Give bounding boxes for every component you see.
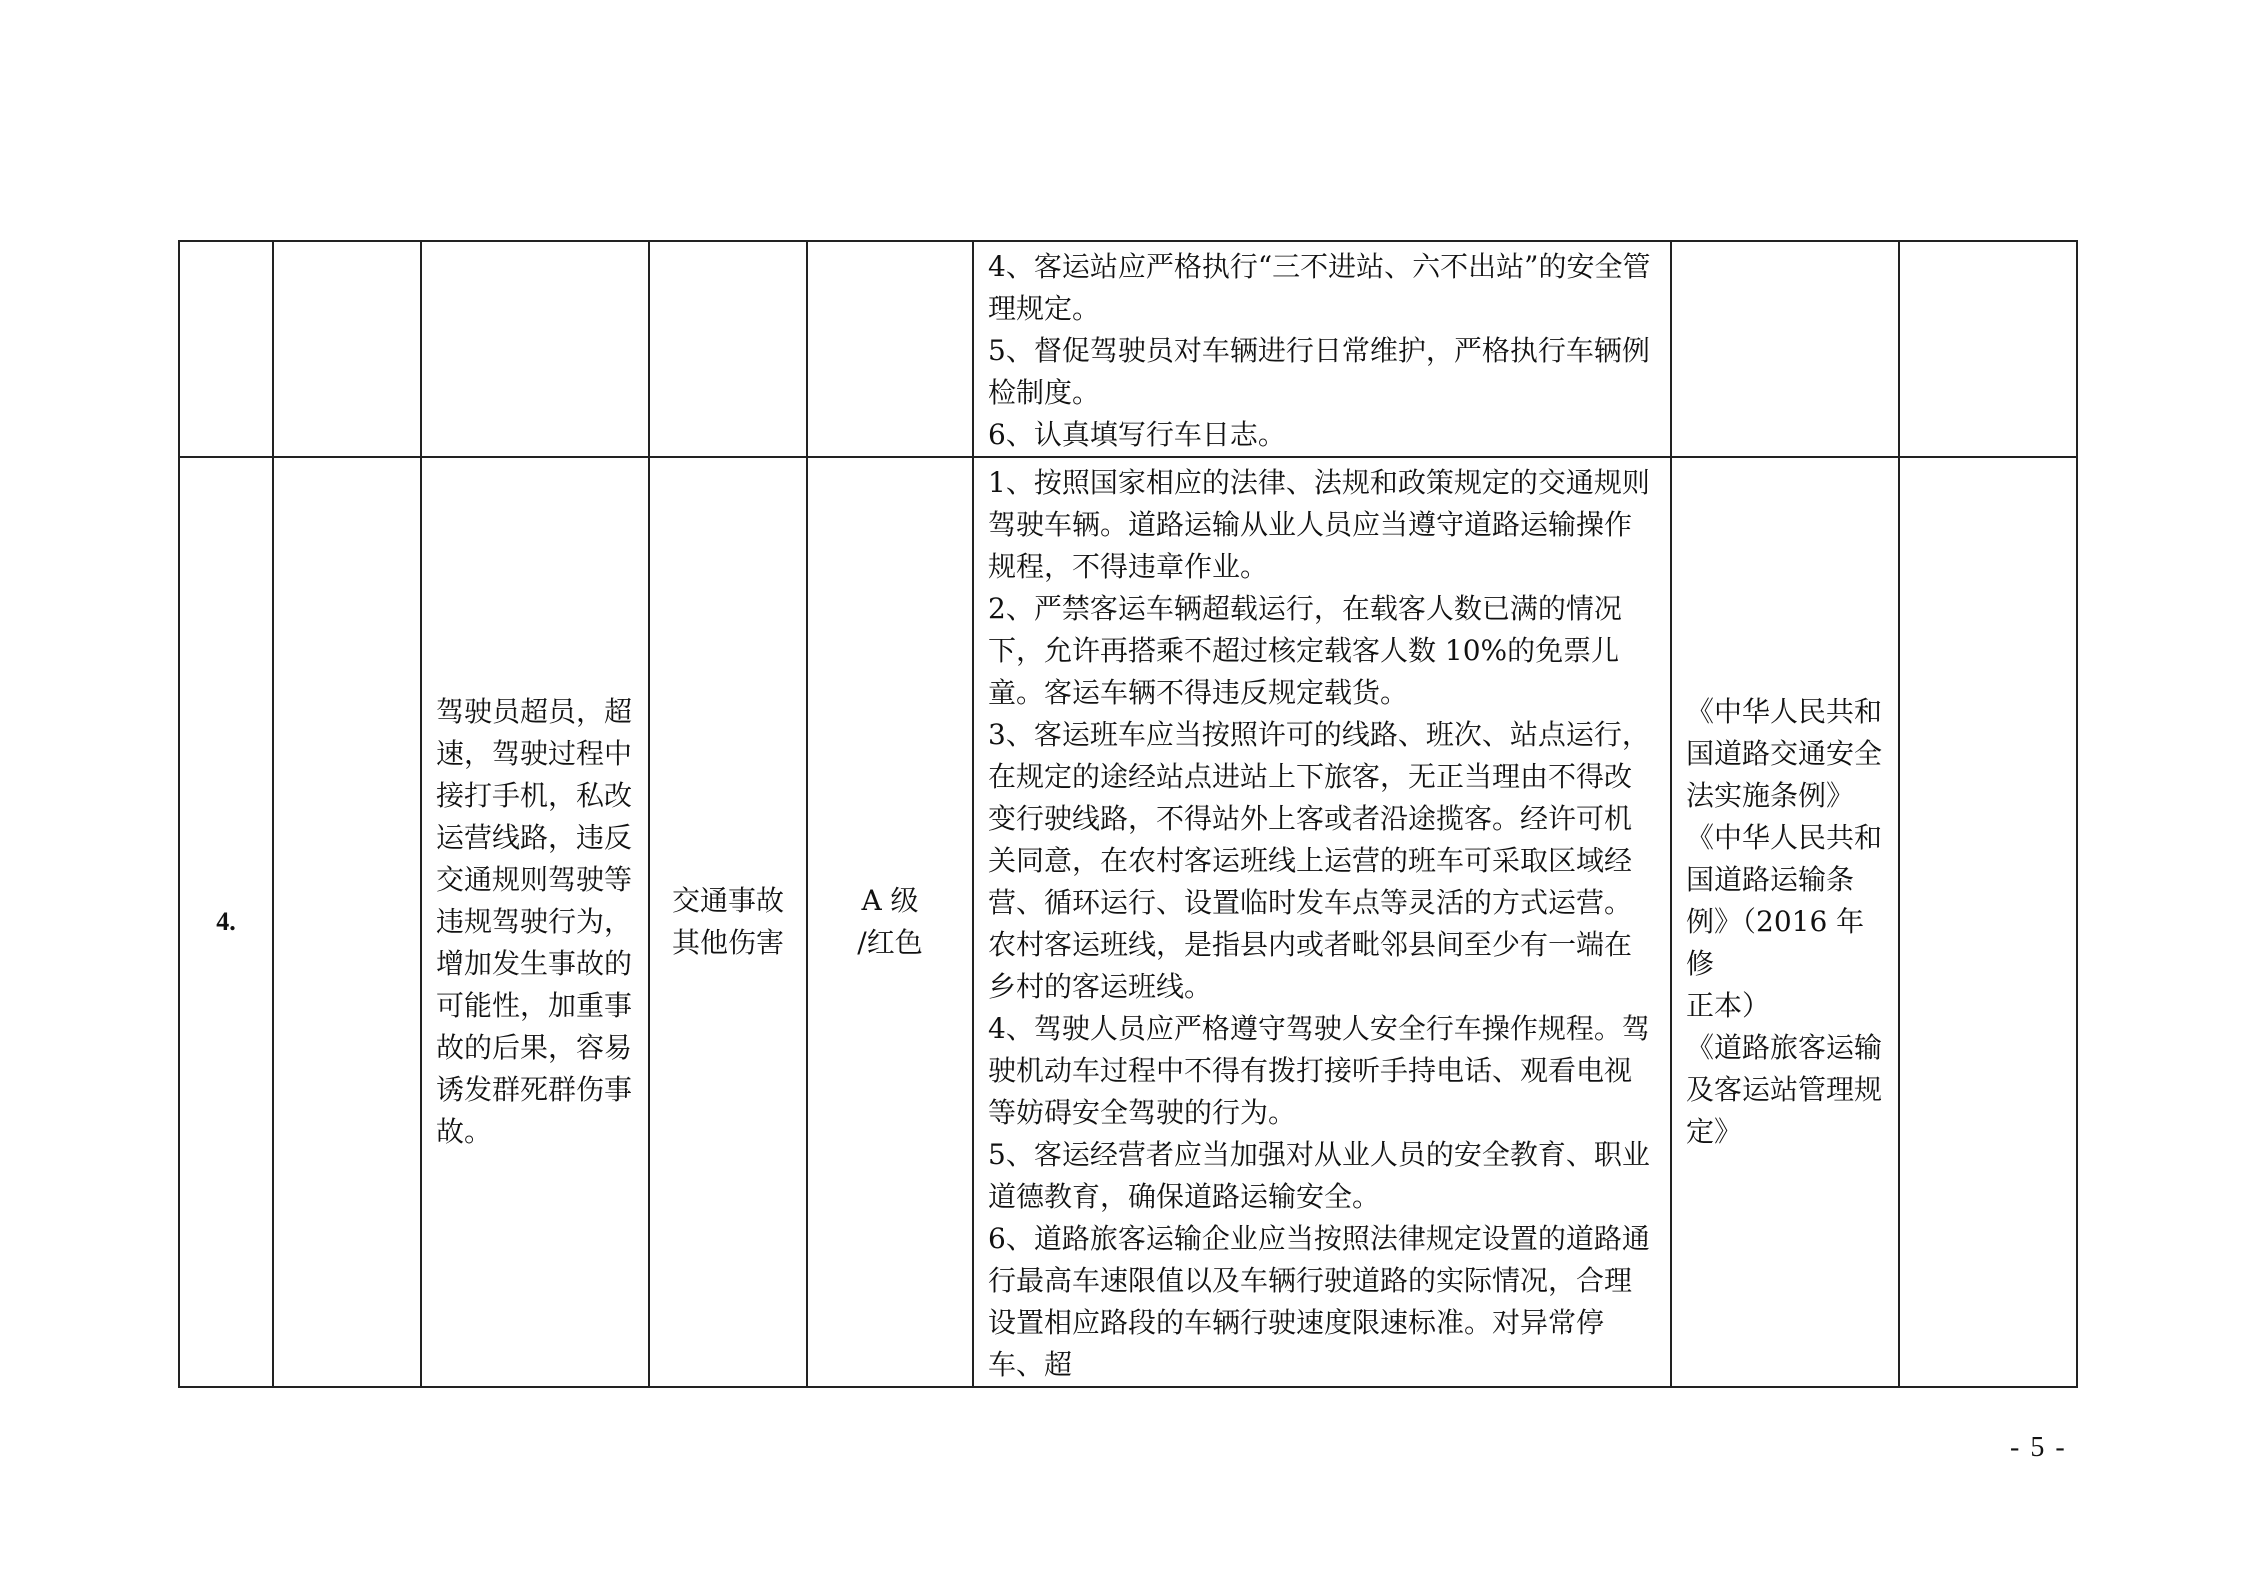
control-measures-cell <box>973 457 1671 1387</box>
category-cell <box>273 457 421 1387</box>
hazard-line: 故。 <box>436 1115 493 1148</box>
measure-item: 1、按照国家相应的法律、法规和政策规定的交通规则驾驶车辆。道路运输从业人员应当遵守道路运输操作规程，不得违章作业。 <box>988 466 1650 583</box>
table-row <box>179 241 2077 457</box>
measure-item: 4、驾驶人员应严格遵守驾驶人安全行车操作规程。驾驶机动车过程中不得有拨打接听手持电话、观看电视等妨碍安全驾驶的行为。 <box>988 1012 1650 1129</box>
basis-line: 《中华人民共和 <box>1686 695 1883 728</box>
basis-line: 《中华人民共和 <box>1686 821 1883 854</box>
category-cell <box>273 241 421 457</box>
risk-level-line: A 级 <box>861 884 919 917</box>
hazard-line: 运营线路，违反 <box>436 821 633 854</box>
basis-line: 定》 <box>1686 1115 1743 1148</box>
basis-line: 正本） <box>1686 989 1771 1022</box>
measure-item: 5、督促驾驶员对车辆进行日常维护，严格执行车辆例检制度。 <box>988 334 1650 409</box>
page-number: - 5 - <box>2010 1432 2067 1463</box>
hazard-cell <box>421 241 649 457</box>
hazard-line: 交通规则驾驶等 <box>436 863 633 896</box>
measure-item: 5、客运经营者应当加强对从业人员的安全教育、职业道德教育，确保道路运输安全。 <box>988 1138 1650 1213</box>
accident-type-line: 交通事故 <box>671 884 784 917</box>
row-number-cell <box>179 241 273 457</box>
remark-cell <box>1899 457 2077 1387</box>
measure-item: 6、道路旅客运输企业应当按照法律规定设置的道路通行最高车速限值以及车辆行驶道路的实际情况，合理设置相应路段的车辆行驶速度限速标准。对异常停车、超 <box>988 1222 1650 1381</box>
basis-line: 国道路运输条 <box>1686 863 1855 896</box>
remark-cell <box>1899 241 2077 457</box>
hazard-line: 速，驾驶过程中 <box>436 737 633 770</box>
measure-item: 2、严禁客运车辆超载运行，在载客人数已满的情况下，允许再搭乘不超过核定载客人数 10%的免票儿童。客运车辆不得违反规定载货。 <box>988 592 1622 709</box>
hazard-line: 增加发生事故的 <box>436 947 633 980</box>
hazard-line: 故的后果，容易 <box>436 1031 633 1064</box>
accident-type-line: 其他伤害 <box>671 926 784 959</box>
hazard-line: 诱发群死群伤事 <box>436 1073 633 1106</box>
basis-line: 《道路旅客运输 <box>1686 1031 1883 1064</box>
hazard-line: 可能性，加重事 <box>436 989 633 1022</box>
risk-level-cell <box>807 241 973 457</box>
basis-line: 法实施条例》 <box>1686 779 1855 812</box>
measure-item: 4、客运站应严格执行“三不进站、六不出站”的安全管理规定。 <box>988 250 1651 325</box>
hazard-line: 违规驾驶行为， <box>436 905 633 938</box>
hazard-line: 接打手机，私改 <box>436 779 633 812</box>
basis-line: 例》（2016 年修 <box>1686 905 1865 980</box>
row-number-cell: 4. <box>179 457 273 1387</box>
accident-type-cell <box>649 241 807 457</box>
legal-basis-cell <box>1671 241 1899 457</box>
measure-item: 3、客运班车应当按照许可的线路、班次、站点运行，在规定的途经站点进站上下旅客，无正当理由不得改变行驶线路，不得站外上客或者沿途揽客。经许可机关同意，在农村客运班线上运营的班车可采取区域经营、循环运行、设置临时发车点等灵活的方式运营。农村客运班线，是指县内或者毗邻县间至少有一端在乡村的客运班线。 <box>988 718 1650 1003</box>
risk-level-line: /红色 <box>857 926 923 959</box>
measure-item: 6、认真填写行车日志。 <box>988 418 1286 451</box>
control-measures-cell <box>973 241 1671 457</box>
legal-basis-cell <box>1671 457 1899 1387</box>
risk-control-table <box>178 240 2078 1388</box>
hazard-cell <box>421 457 649 1387</box>
basis-line: 国道路交通安全 <box>1686 737 1883 770</box>
accident-type-cell <box>649 457 807 1387</box>
basis-line: 及客运站管理规 <box>1686 1073 1883 1106</box>
hazard-line: 驾驶员超员，超 <box>436 695 633 728</box>
risk-level-cell <box>807 457 973 1387</box>
table-row <box>179 457 2077 1387</box>
